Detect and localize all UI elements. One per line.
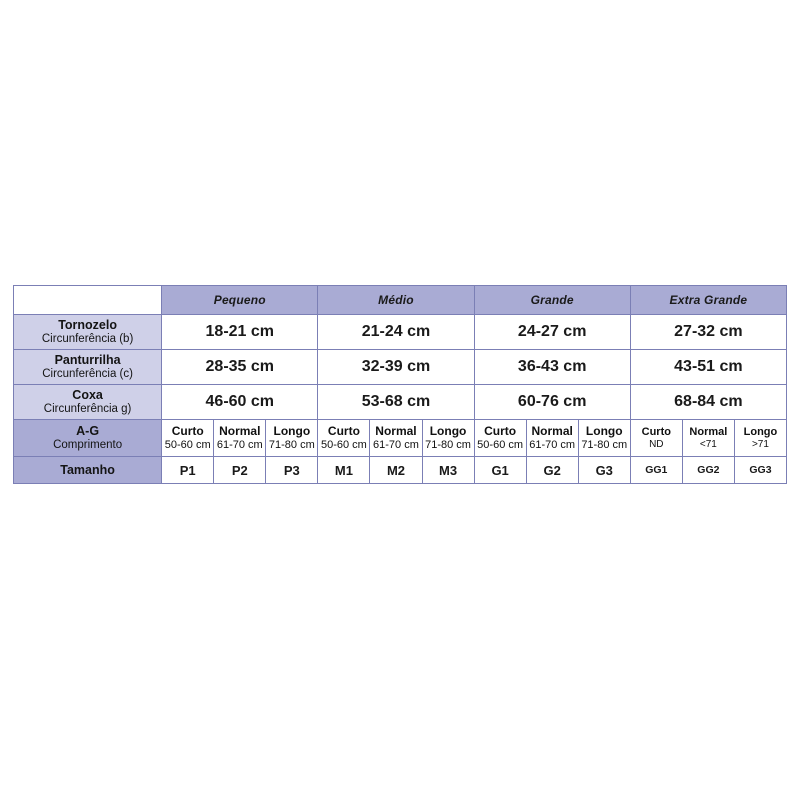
cell-tornozelo-grande: 24-27 cm: [474, 315, 630, 350]
row-label-comprimento: [14, 420, 162, 457]
cell-coxa-grande: 60-76 cm: [474, 385, 630, 420]
length-range: <71: [699, 438, 717, 450]
size-cell-gg3: GG3: [734, 457, 786, 484]
cell-panturrilha-pequeno: 28-35 cm: [162, 350, 318, 385]
row-label-main: Tamanho: [60, 462, 115, 477]
length-range: 50-60 cm: [164, 438, 211, 451]
header-corner-cell: [14, 286, 162, 315]
length-name: Normal: [531, 424, 573, 439]
length-cell-g3: [578, 420, 630, 457]
length-cell-g1: [474, 420, 526, 457]
length-range: 61-70 cm: [216, 438, 263, 451]
length-cell-m2: [370, 420, 422, 457]
length-name: Normal: [375, 424, 417, 439]
length-name: Curto: [641, 426, 671, 439]
table-row-size: [14, 457, 787, 484]
column-header-grande: Grande: [474, 286, 630, 315]
length-name: Longo: [429, 424, 467, 439]
table-row-length: [14, 420, 787, 457]
table-row: [14, 350, 787, 385]
cell-tornozelo-pequeno: 18-21 cm: [162, 315, 318, 350]
size-cell-g2: G2: [526, 457, 578, 484]
length-name: Longo: [585, 424, 623, 439]
cell-coxa-extra-grande: 68-84 cm: [630, 385, 786, 420]
size-cell-g3: G3: [578, 457, 630, 484]
size-cell-p1: P1: [162, 457, 214, 484]
length-cell-p1: [162, 420, 214, 457]
length-range: ND: [649, 438, 664, 450]
length-cell-gg3: [734, 420, 786, 457]
size-cell-m1: M1: [318, 457, 370, 484]
size-cell-p2: P2: [214, 457, 266, 484]
size-chart-table: [13, 285, 787, 484]
cell-coxa-medio: 53-68 cm: [318, 385, 474, 420]
size-cell-m2: M2: [370, 457, 422, 484]
column-header-extra-grande: Extra Grande: [630, 286, 786, 315]
cell-panturrilha-extra-grande: 43-51 cm: [630, 350, 786, 385]
length-range: 50-60 cm: [477, 438, 524, 451]
table-header-row: [14, 286, 787, 315]
length-cell-p3: [266, 420, 318, 457]
length-cell-g2: [526, 420, 578, 457]
cell-panturrilha-medio: 32-39 cm: [318, 350, 474, 385]
row-label-main: Tornozelo: [58, 318, 117, 333]
length-cell-p2: [214, 420, 266, 457]
row-label-panturrilha: [14, 350, 162, 385]
row-label-sub: Circunferência g): [43, 402, 132, 415]
length-cell-m3: [422, 420, 474, 457]
length-range: >71: [751, 438, 769, 450]
length-range: 71-80 cm: [581, 438, 628, 451]
length-range: 50-60 cm: [320, 438, 367, 451]
size-cell-m3: M3: [422, 457, 474, 484]
length-name: Longo: [273, 424, 311, 439]
length-range: 71-80 cm: [425, 438, 471, 451]
length-name: Longo: [743, 426, 778, 439]
row-label-tamanho: [14, 457, 162, 484]
size-cell-g1: G1: [474, 457, 526, 484]
column-header-medio: Médio: [318, 286, 474, 315]
size-cell-p3: P3: [266, 457, 318, 484]
row-label-tornozelo: [14, 315, 162, 350]
size-chart-container: [13, 285, 787, 484]
length-cell-gg2: [682, 420, 734, 457]
column-header-pequeno: Pequeno: [162, 286, 318, 315]
table-row: [14, 385, 787, 420]
row-label-coxa: [14, 385, 162, 420]
size-cell-gg1: GG1: [630, 457, 682, 484]
length-cell-m1: [318, 420, 370, 457]
length-range: 71-80 cm: [268, 438, 315, 451]
row-label-main: A-G: [76, 424, 100, 439]
row-label-sub: Circunferência (b): [41, 332, 134, 345]
row-label-sub: Comprimento: [53, 438, 123, 451]
cell-coxa-pequeno: 46-60 cm: [162, 385, 318, 420]
length-name: Curto: [171, 424, 204, 439]
cell-tornozelo-extra-grande: 27-32 cm: [630, 315, 786, 350]
row-label-main: Panturrilha: [54, 353, 121, 368]
length-range: 61-70 cm: [529, 438, 576, 451]
length-name: Curto: [327, 424, 360, 439]
table-row: [14, 315, 787, 350]
size-cell-gg2: GG2: [682, 457, 734, 484]
length-name: Curto: [484, 424, 517, 439]
cell-panturrilha-grande: 36-43 cm: [474, 350, 630, 385]
length-name: Normal: [219, 424, 261, 439]
length-range: 61-70 cm: [373, 438, 419, 451]
cell-tornozelo-medio: 21-24 cm: [318, 315, 474, 350]
length-name: Normal: [689, 426, 728, 439]
length-cell-gg1: [630, 420, 682, 457]
row-label-main: Coxa: [72, 388, 103, 403]
row-label-sub: Circunferência (c): [42, 367, 133, 380]
